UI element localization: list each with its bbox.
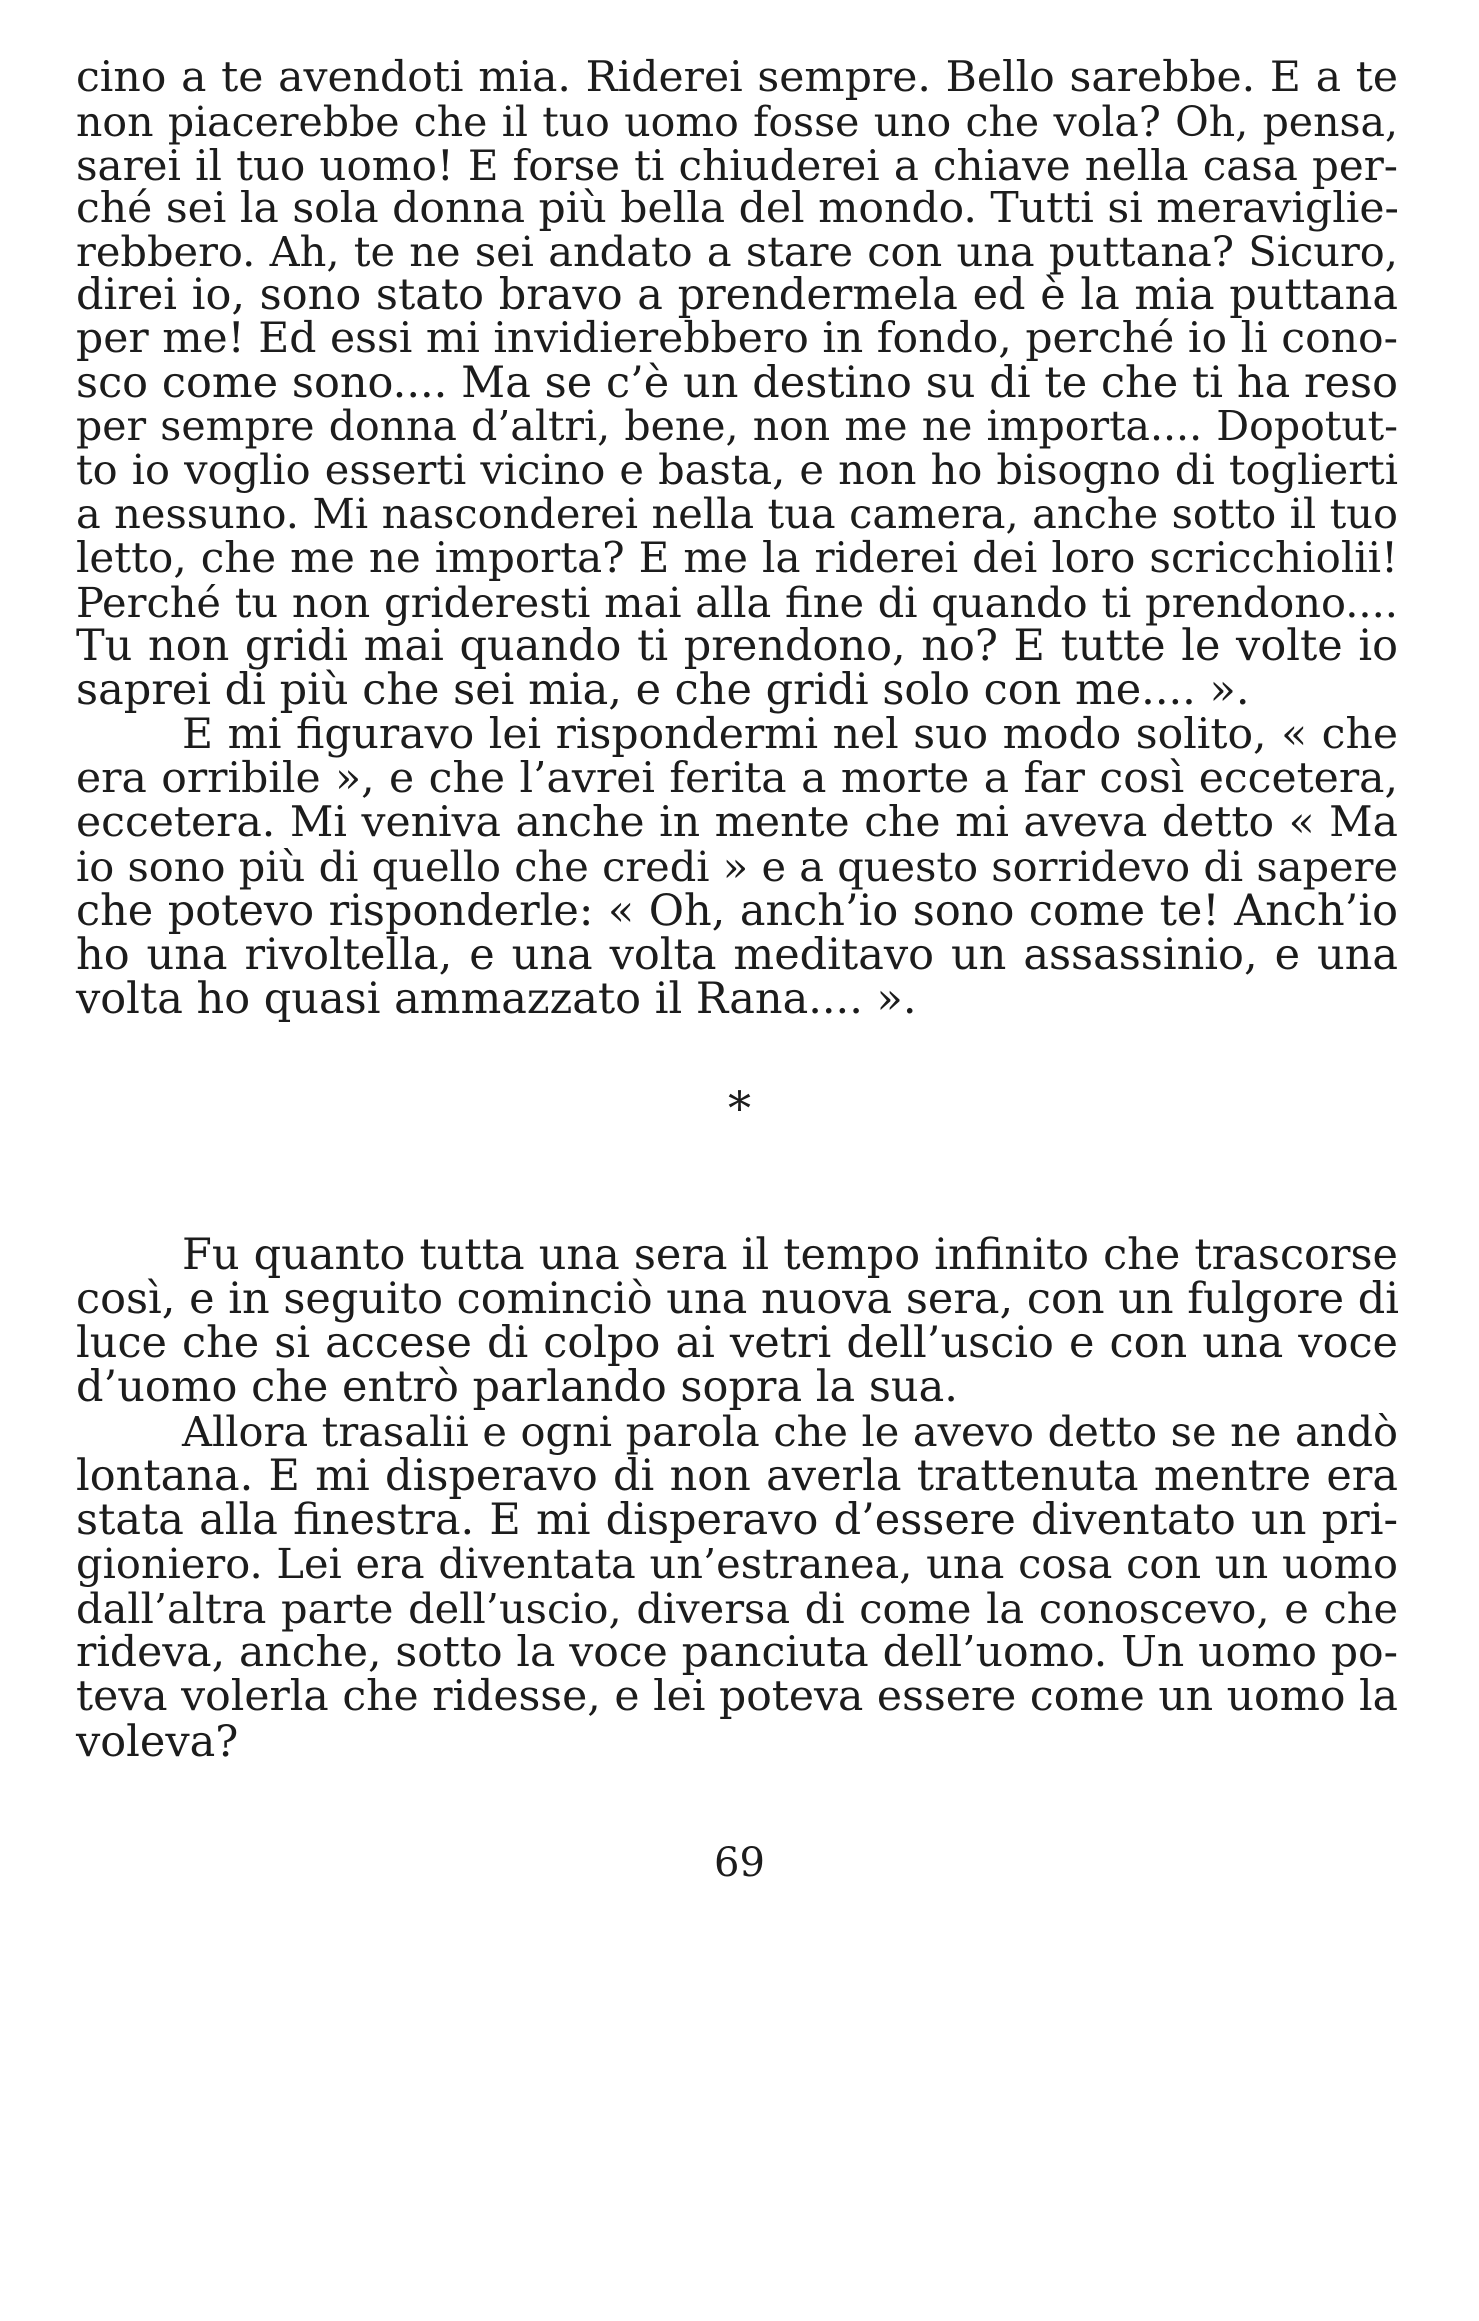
text-line: ho una rivoltella, e una volta meditavo un assassinio, e una — [76, 930, 1398, 980]
text-line: volta ho quasi ammazzato il Rana.... ». — [76, 974, 917, 1024]
text-line: gioniero. Lei era diventata un’estranea, una cosa con un uomo — [76, 1539, 1398, 1588]
text-line: così, e in seguito cominciò una nuova sera, con un fulgore di — [76, 1274, 1399, 1324]
text-line: E mi figuravo lei rispondermi nel suo modo solito, « che — [182, 710, 1398, 759]
text-line: ché sei la sola donna più bella del mondo. Tutti si meraviglie- — [76, 184, 1399, 233]
text-line: eccetera. Mi veniva anche in mente che mi aveva detto « Ma — [76, 798, 1398, 847]
text-line: Allora trasalii e ogni parola che le avevo detto se ne andò — [182, 1407, 1398, 1456]
text-line: letto, che me ne importa? E me la riderei dei loro scricchiolii! — [76, 533, 1398, 582]
text-line: rebbero. Ah, te ne sei andato a stare con una puttana? Sicuro, — [76, 227, 1398, 276]
text-line: io sono più di quello che credi » e a questo sorridevo di sapere — [76, 842, 1398, 891]
text-line: Tu non gridi mai quando ti prendono, no? E tutte le volte io — [76, 621, 1398, 671]
text-line: stata alla finestra. E mi disperavo d’essere diventato un pri- — [76, 1495, 1398, 1545]
text-line: direi io, sono stato bravo a prendermela ed è la mia puttana — [76, 270, 1398, 320]
text-line: luce che si accese di colpo ai vetri dell’uscio e con una voce — [76, 1318, 1398, 1368]
section-break-asterisk: * — [728, 1081, 751, 1135]
text-line: dall’altra parte dell’uscio, diversa di come la conoscevo, e che — [76, 1584, 1398, 1633]
text-line: cino a te avendoti mia. Riderei sempre. Bello sarebbe. E a te — [76, 53, 1398, 102]
text-line: to io voglio esserti vicino e basta, e non ho bisogno di toglierti — [76, 445, 1398, 494]
page-number: 69 — [714, 1840, 765, 1886]
text-line: voleva? — [76, 1717, 239, 1767]
text-line: Perché tu non grideresti mai alla fine di quando ti prendono.... — [76, 578, 1398, 627]
text-line: Fu quanto tutta una sera il tempo infinito che trascorse — [182, 1230, 1398, 1280]
text-line: rideva, anche, sotto la voce panciuta dell’uomo. Un uomo po- — [76, 1628, 1398, 1677]
text-line: era orribile », e che l’avrei ferita a morte a far così eccetera, — [76, 754, 1398, 803]
text-line: saprei di più che sei mia, e che gridi solo con me.... ». — [76, 665, 1250, 715]
text-line: per me! Ed essi mi invidierebbero in fondo, perché io li cono- — [76, 314, 1398, 363]
text-line: d’uomo che entrò parlando sopra la sua. — [76, 1362, 958, 1412]
text-line: per sempre donna d’altri, bene, non me ne importa.... Dopotut- — [76, 402, 1398, 450]
text-line: non piacerebbe che il tuo uomo fosse uno che vola? Oh, pensa, — [76, 98, 1398, 146]
text-line: teva volerla che ridesse, e lei poteva essere come un uomo la — [76, 1672, 1398, 1721]
text-line: lontana. E mi disperavo di non averla trattenuta mentre era — [76, 1451, 1398, 1501]
text-line: sarei il tuo uomo! E forse ti chiuderei a chiave nella casa per- — [76, 141, 1398, 190]
text-line: sco come sono.... Ma se c’è un destino su di te che ti ha reso — [76, 358, 1398, 408]
text-line: che potevo risponderle: « Oh, anch’io sono come te! Anch’io — [76, 886, 1398, 936]
text-line: a nessuno. Mi nasconderei nella tua camera, anche sotto il tuo — [76, 489, 1398, 538]
